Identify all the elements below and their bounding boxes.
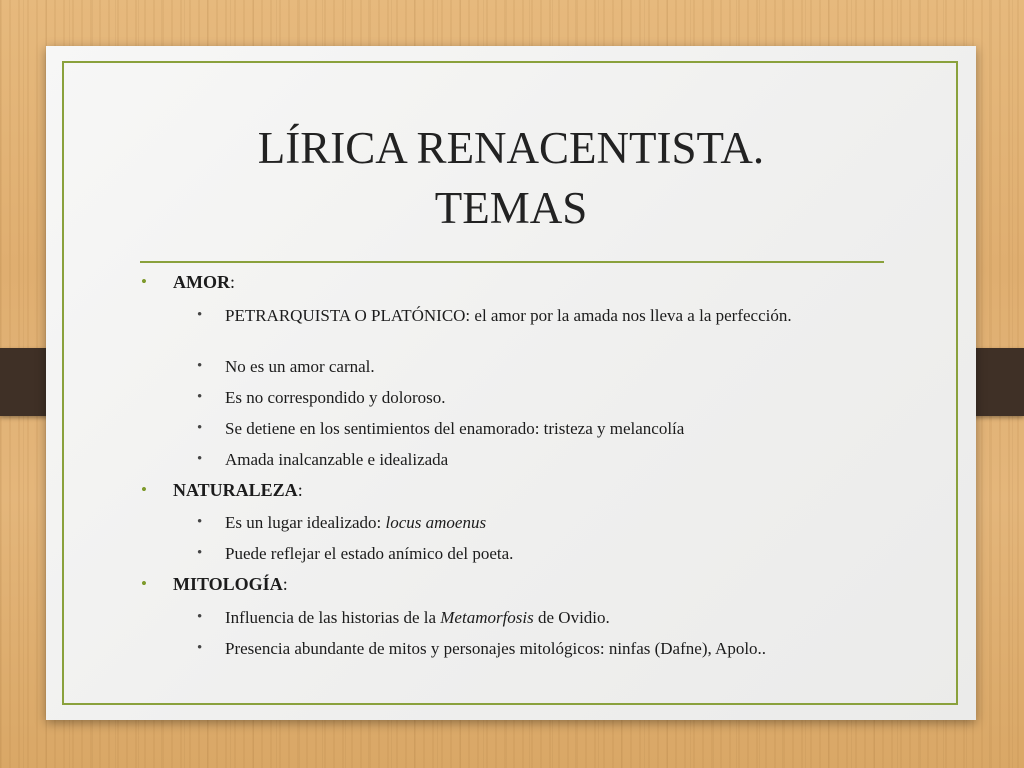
bullet-icon: • <box>197 545 203 561</box>
list-item: • Amada inalcanzable e idealizada <box>197 450 449 469</box>
title-line-2: TEMAS <box>434 183 588 233</box>
bullet-icon: • <box>141 574 147 593</box>
slide-content <box>46 46 976 720</box>
bullet-icon: • <box>197 609 203 625</box>
bullet-icon: • <box>197 358 203 374</box>
section-heading-mitologia: • MITOLOGÍA: <box>141 574 288 594</box>
bullet-icon: • <box>197 420 203 436</box>
list-item: • Influencia de las historias de la Metamorfosis de Ovidio. <box>197 608 610 627</box>
bullet-icon: • <box>141 480 147 499</box>
list-item: • Puede reflejar el estado anímico del poeta. <box>197 544 514 563</box>
list-item: • No es un amor carnal. <box>197 357 375 376</box>
list-item: • Se detiene en los sentimientos del enamorado: tristeza y melancolía <box>197 419 685 438</box>
list-item: • Es no correspondido y doloroso. <box>197 388 446 407</box>
list-item: • Presencia abundante de mitos y personajes mitológicos: ninfas (Dafne), Apolo.. <box>197 639 767 658</box>
section-heading-amor: • AMOR: <box>141 272 236 292</box>
list-item: • PETRARQUISTA O PLATÓNICO: el amor por la amada nos lleva a la perfección. <box>197 306 792 325</box>
bullet-icon: • <box>197 514 203 530</box>
bullet-icon: • <box>197 451 203 467</box>
list-item: • Es un lugar idealizado: locus amoenus <box>197 513 487 532</box>
bullet-icon: • <box>197 640 203 656</box>
bullet-icon: • <box>197 307 203 323</box>
bullet-icon: • <box>197 389 203 405</box>
section-heading-naturaleza: • NATURALEZA: <box>141 480 303 500</box>
bullet-icon: • <box>141 272 147 291</box>
title-line-1: LÍRICA RENACENTISTA. <box>257 123 765 173</box>
slide-paper <box>46 46 976 720</box>
